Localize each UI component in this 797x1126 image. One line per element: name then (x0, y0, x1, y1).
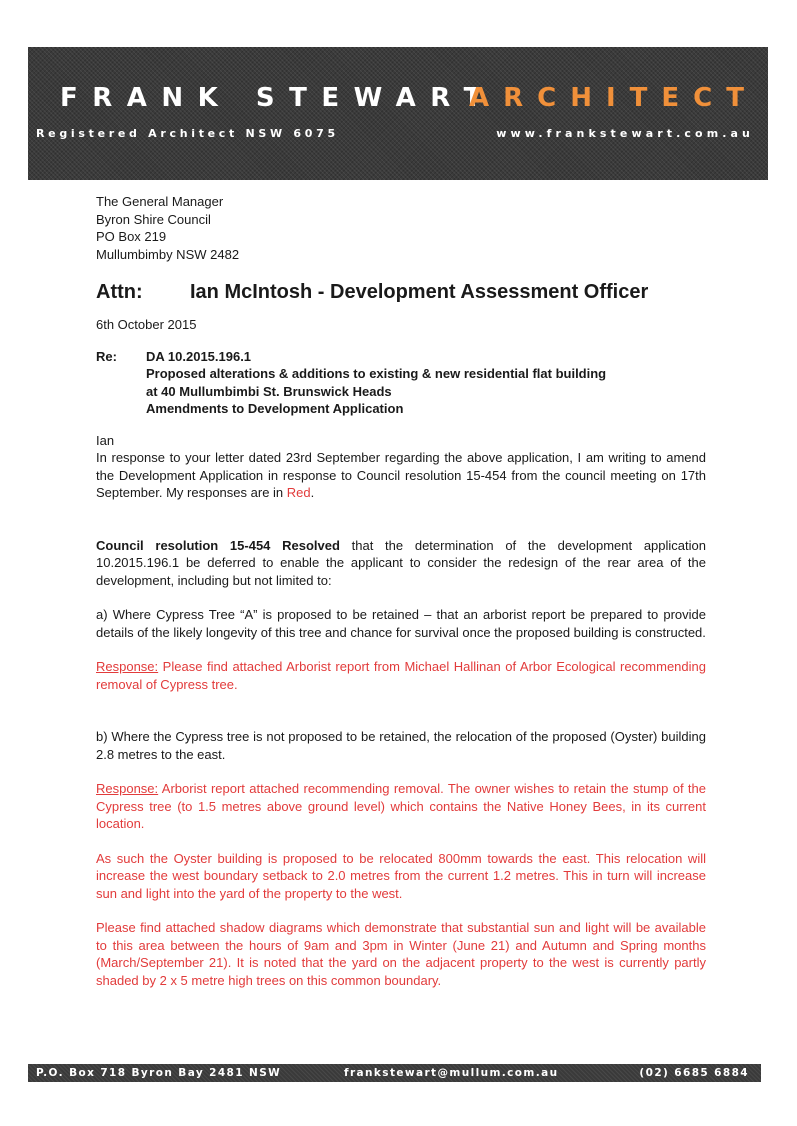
resolution-paragraph (96, 537, 706, 590)
red-word: Red (286, 485, 311, 500)
subject-line: DA 10.2015.196.1 (146, 348, 252, 364)
address-line: PO Box 219 (96, 229, 167, 244)
response-label: Response: (96, 781, 159, 796)
footer-address: P.O. Box 718 Byron Bay 2481 NSW (36, 1067, 282, 1079)
architect-title: ARCHITECT (469, 83, 758, 113)
letter-body (96, 193, 706, 989)
item-b-paragraph: b) Where the Cypress tree is not proposed to be retained, the relocation of the proposed (Oyster) building 2.8 metres to the east. (96, 729, 706, 762)
recipient-address (96, 193, 706, 263)
subject-line: Proposed alterations & additions to existing & new residential flat building (146, 366, 607, 381)
subject-lines (146, 348, 606, 418)
resolution-text: that the determination of the development application 10.2015.196.1 be deferred to enable the applicant to consider the redesign of the rear area of the development, including but not limited to: (96, 537, 706, 588)
response-b-text: Arborist report attached recommending removal. The owner wishes to retain the stump of the Cypress tree (to 1.5 metres above ground level) which contains the Native Honey Bees, in its current location. (96, 781, 706, 831)
letter-date: 6th October 2015 (96, 317, 197, 332)
address-line: Mullumbimby NSW 2482 (96, 246, 240, 262)
subject-line: at 40 Mullumbimbi St. Brunswick Heads (146, 383, 392, 399)
attn-label: Attn: (96, 281, 143, 303)
registration-text: Registered Architect NSW 6075 (36, 127, 339, 140)
intro-text: In response to your letter dated 23rd September regarding the above application, I am writing to amend the Development Application in response to Council resolution 15-454 from the council meeting on 17th September. My responses are in (96, 450, 706, 500)
intro-end: . (310, 485, 315, 500)
response-b3-paragraph: Please find attached shadow diagrams which demonstrate that substantial sun and light will be available to this area between the hours of 9am and 3pm in Winter (June 21) and Autumn and Spring months (March/September 21). It is noted that the yard on the adjacent property to the west is currently partly shaded by 2 x 5 metre high trees on this common boundary. (96, 920, 706, 988)
subject-line: Amendments to Development Application (146, 401, 404, 416)
footer-email: frankstewart@mullum.com.au (344, 1067, 559, 1079)
attention-line (96, 280, 706, 304)
response-b-paragraph (96, 780, 706, 833)
footer-banner (28, 1064, 761, 1082)
resolution-heading: Council resolution 15-454 Resolved (96, 537, 340, 553)
salutation: Ian (96, 432, 115, 448)
address-line: The General Manager (96, 194, 224, 209)
response-a-text: Please find attached Arborist report from Michael Hallinan of Arbor Ecological recommending removal of Cypress tree. (96, 659, 706, 692)
response-label: Response: (96, 659, 159, 674)
website-text: www.frankstewart.com.au (496, 127, 754, 140)
attn-value: Ian McIntosh - Development Assessment Officer (190, 281, 649, 303)
architect-name: FRANK STEWART (60, 83, 496, 113)
re-label: Re: (96, 348, 117, 364)
letterhead-banner (28, 47, 768, 180)
address-line: Byron Shire Council (96, 211, 211, 227)
footer-phone: (02) 6685 6884 (639, 1067, 749, 1079)
response-a-paragraph (96, 658, 706, 693)
subject-block (96, 348, 706, 418)
item-a-paragraph: a) Where Cypress Tree “A” is proposed to be retained – that an arborist report be prepared to provide details of the likely longevity of this tree and chance for survival once the proposed building is constructed. (96, 607, 706, 640)
intro-paragraph (96, 449, 706, 502)
response-b2-paragraph: As such the Oyster building is proposed to be relocated 800mm towards the east. This relocation will increase the west boundary setback to 2.0 metres from the current 1.2 metres. This in turn will increase sun and light into the yard of the property to the west. (96, 850, 706, 901)
